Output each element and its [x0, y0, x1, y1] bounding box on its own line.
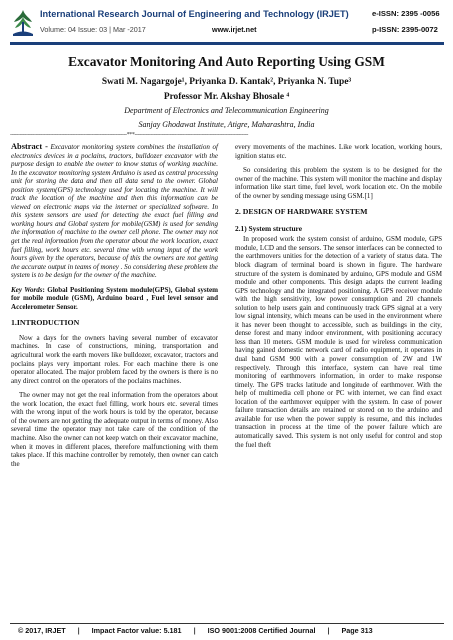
footer-iso: ISO 9001:2008 Certified Journal — [207, 626, 316, 635]
footer-page-number: Page 313 — [341, 626, 373, 635]
design-heading: 2. DESIGN OF HARDWARE SYSTEM — [235, 207, 368, 217]
p-issn: p-ISSN: 2395-0072 — [372, 25, 438, 34]
footer-separator: | — [327, 626, 330, 635]
section-divider: -------------------------------------------------------------------------***----------------------------------------------------------------------- — [10, 132, 248, 138]
institute: Sanjay Ghodawat Institute, Atigre, Maharashtra, India — [138, 120, 315, 129]
body-paragraph-3: In proposed work the system consist of arduino, GSM module, GPS module, LCD and the sensors. The sensor interfaces can be connected to the earthmovers unities for the detection of a variety of status data. The block diagram of terminal board is shown in figure. The hardware structure of the system is dominated by arduino, GPS module and GSM module and other components. This design adapts the current leading GPS technology and the integrated positioning. A GPS receiver module with the high sensitivity, low power consumption and 20 channels solution to help users gain and continuously track GPS signal at a very low signal intensity, which means can be used in the environment where it has never been thought to accessible, such as buildings in the city, dense forest and many indoor environment, with positioning accuracy less than 10 meters. GSM module is used for wireless communication having gained domestic network card of radio equipment, it operates in dual band GSM 900 with a power consumption of 2W and 1W respectively. Through this interface, system can have real time monitoring of earthmovers information, in order to make response timely. The GPS tracks latitude and longitude of earthmover. With the help of multimedia cell phone or PC with internet, we can find exact location of the earthmover equipper with the system. In case of power failure transaction details are retained or stored on to the arduino and available for use when the power supply is resume, and this includes transaction in process at the time of the power failure which are automatically saved. This system is not only useful for control and stop the fuel theft — [235, 235, 442, 449]
volume-issue: Volume: 04 Issue: 03 | Mar -2017 — [40, 25, 146, 34]
abstract-text: Excavator monitoring system combines the installation of electronics devices in a poclains, tractors, bulldozer excavator with the purpose design to enable the owner to know status of working machine. In the excavator monitoring system Arduino is used as central processing unit for storing the data and then all data send to the owner. Global position system(GPS) technology used for locating the machine. It will track the location of the machine and then this information can be viewed on electronic maps via the internet or specialized software. In this system sensors are used for detecting the exact fuel filling and working hours and Global system for mobile(GSM) is used for sending the information of machine to the owner cell phone. The owner may not get the real information from the operator about the work location, exact fuel filling, work hours etc. several time with wrong input of the work hours given by the operators, because of this the owners are not getting the accurate output in teams of money . So considering these problem the system is to be design for the owner of the machine. — [11, 143, 218, 280]
footer-separator: | — [77, 626, 80, 635]
keywords-text: : Global Positioning System module(GPS), Global system for mobile module (GSM), Arduino board , Fuel level sensor and Accelerometer Sensor. — [11, 285, 218, 311]
intro-paragraph-1: Now a days for the owners having several number of excavator machines. In case of constructions, mining, transportation and agricultural work the earth movers like bulldozer, excavator, tractors and poclains plays very important roles. For each machine there is one operator allocated. The major problem faced by the owners is there is no any direct control on the operators of the poclains machines. — [11, 333, 218, 385]
abstract — [11, 143, 218, 280]
footer-separator: | — [193, 626, 196, 635]
right-column — [235, 143, 442, 455]
system-structure-heading: 2.1) System structure — [235, 223, 302, 233]
abstract-label: Abstract - — [11, 142, 48, 151]
footer-rule — [10, 623, 444, 624]
keywords — [11, 286, 218, 312]
left-column — [11, 143, 218, 474]
author-list: Swati M. Nagargoje¹, Priyanka D. Kantak², Priyanka N. Tupe³ — [101, 77, 352, 87]
journal-name: International Research Journal of Engineering and Technology (IRJET) — [40, 9, 349, 19]
footer — [18, 626, 383, 635]
header-rule — [10, 42, 444, 45]
footer-impact-factor: Impact Factor value: 5.181 — [91, 626, 182, 635]
body-paragraph-2: So considering this problem the system is to be designed for the owner of the machine. This system will monitor the machine and display information like start time, fuel level, work location etc. On the mobile of the owner by sending message using GSM.[1] — [235, 166, 442, 200]
footer-copyright: © 2017, IRJET — [18, 626, 66, 635]
paper-title: Excavator Monitoring And Auto Reporting Using GSM — [68, 54, 385, 69]
professor-name: Professor Mr. Akshay Bhosale ⁴ — [163, 92, 290, 102]
body-paragraph-1: every movements of the machines. Like work location, working hours, ignition status etc. — [235, 143, 442, 160]
e-issn: e-ISSN: 2395 -0056 — [372, 9, 440, 18]
keywords-label: Key Words — [11, 285, 43, 294]
irjet-logo-icon — [10, 8, 36, 38]
intro-paragraph-2: The owner may not get the real information from the operators about the work location, the exact fuel filling, work hours etc. several times with the wrong input of the work hours is told by the operator, because of the owners are not getting the adequate output in terms of money. Also several time the operator may not take care of the condition of the machine. Also the owner can not keep watch on their excavator machine, when it moves in different places, therefore malfunctioning with them takes place. If this machine controller by remotely, then owner can catch the — [11, 391, 218, 468]
department: Department of Electronics and Telecommunication Engineering — [124, 106, 329, 115]
journal-website-link[interactable]: www.irjet.net — [212, 25, 257, 34]
introduction-heading: 1.INTRODUCTION — [11, 318, 80, 328]
